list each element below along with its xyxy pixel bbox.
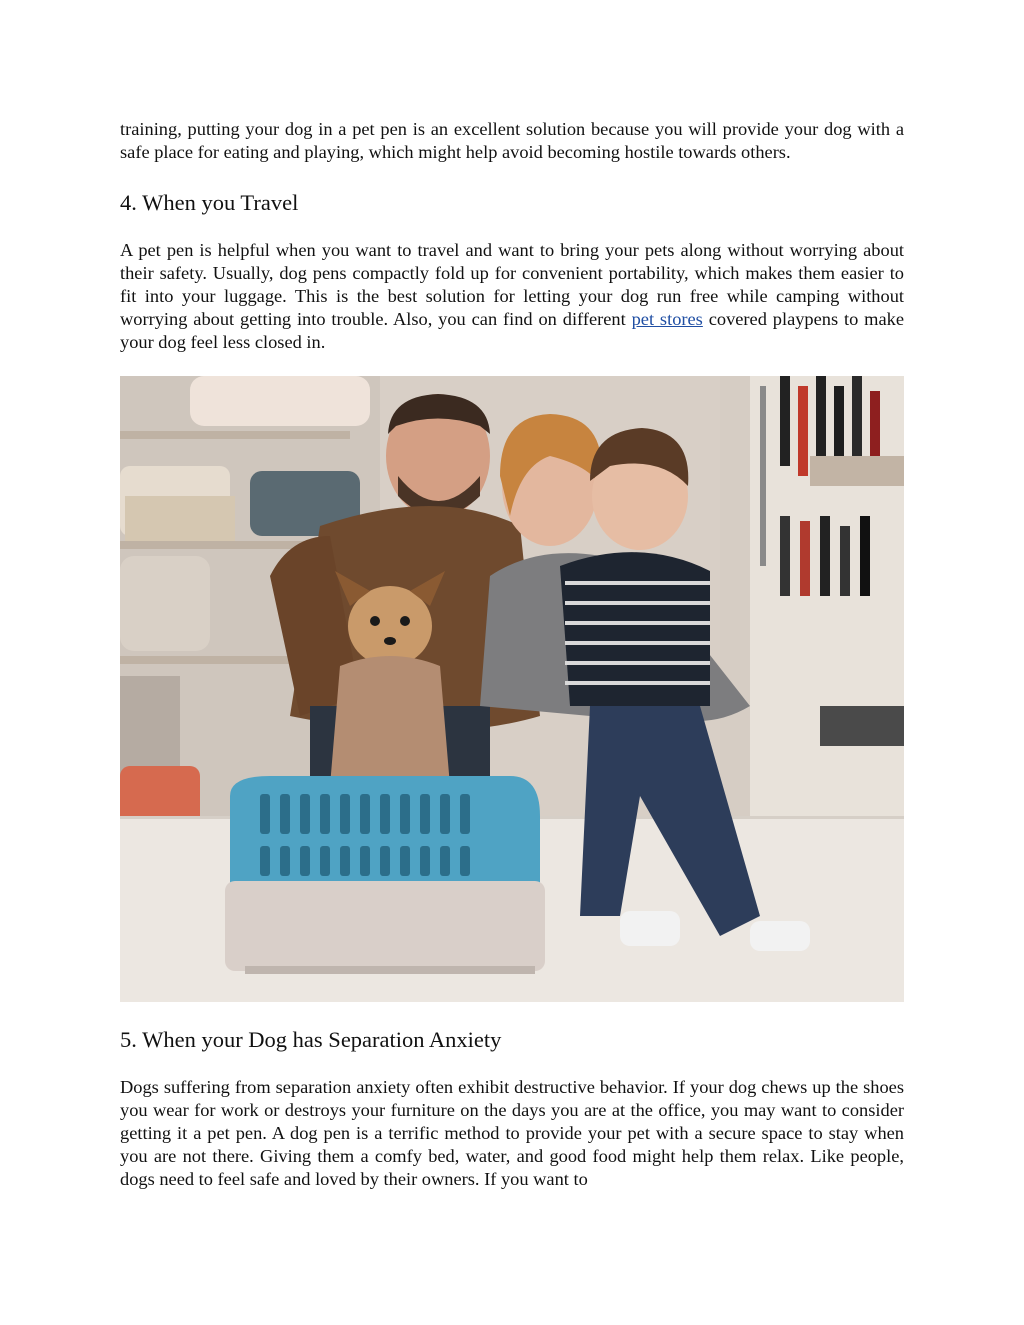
travel-text-start: A pet pen is helpful when you want to travel and want to bring your pets along without worrying about their safety. Usually, dog pens compactly fold up for convenient portability, which makes them easier to fit into your luggage. This is the best solution for letting your dog run free while camping without worrying about getting into trouble. Also, you can find on different	[120, 240, 904, 329]
family-with-dog-photo	[120, 376, 904, 1002]
document-page	[120, 118, 904, 1191]
section-heading-travel: 4. When you Travel	[120, 190, 299, 215]
separation-paragraph: Dogs suffering from separation anxiety often exhibit destructive behavior. If your dog chews up the shoes you wear for work or destroys your furniture on the days you are at the office, you may want to consider getting it a pet pen. A dog pen is a terrific method to provide your pet with a secure space to stay when you are not there. Giving them a comfy bed, water, and good food might help them relax. Like people, dogs need to feel safe and loved by their owners. If you want to	[120, 1077, 904, 1189]
travel-text-end: covered playpens to make your dog feel less closed in.	[120, 309, 905, 352]
pet-stores-link[interactable]: pet stores	[631, 309, 703, 329]
travel-paragraph	[120, 239, 904, 354]
intro-paragraph: training, putting your dog in a pet pen is an excellent solution because you will provide your dog with a safe place for eating and playing, which might help avoid becoming hostile towards others.	[120, 119, 904, 162]
section-heading-separation: 5. When your Dog has Separation Anxiety	[120, 1027, 502, 1052]
